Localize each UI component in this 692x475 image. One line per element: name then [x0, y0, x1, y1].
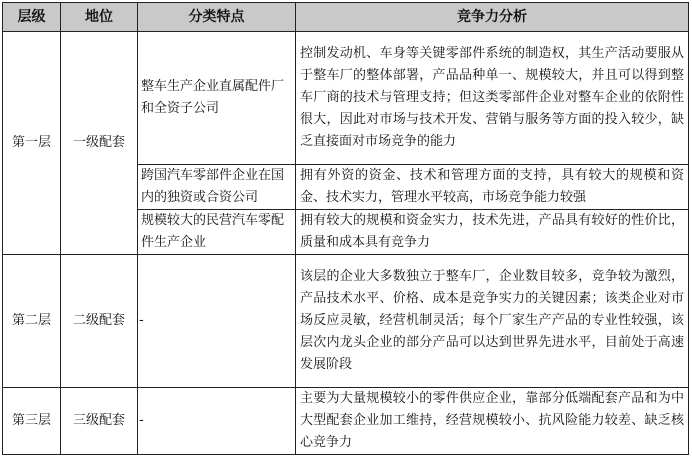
tier2-level: 第二层 [3, 255, 61, 388]
tier1-category-2: 跨国汽车零部件企业在国内的独资或合资公司 [138, 165, 296, 210]
header-level: 层级 [3, 3, 61, 32]
header-row [3, 3, 689, 32]
tier1-level: 第一层 [3, 32, 61, 255]
tier3-category: - [138, 388, 296, 455]
tier1-analysis-2: 拥有外资的资金、技术和管理方面的支持，具有较大的规模和资金、技术实力，管理水平较高，市场竞争能力较强 [296, 165, 689, 210]
tier1-category-3: 规模较大的民营汽车零配件生产企业 [138, 210, 296, 255]
header-category: 分类特点 [138, 3, 296, 32]
table-row [3, 32, 689, 165]
tier3-level: 第三层 [3, 388, 61, 455]
tier3-analysis: 主要为大量规模较小的零件供应企业，靠部分低端配套产品和为中大型配套企业加工维持，经营规模较小、抗风险能力较差、缺乏核心竞争力 [296, 388, 689, 455]
header-analysis: 竞争力分析 [296, 3, 689, 32]
tier1-analysis-3: 拥有较大的规模和资金实力，技术先进，产品具有较好的性价比，质量和成本具有竞争力 [296, 210, 689, 255]
competition-table [2, 2, 689, 455]
tier1-analysis-1: 控制发动机、车身等关键零部件系统的制造权，其生产活动要服从于整车厂的整体部署，产品品种单一、规模较大，并且可以得到整车厂商的技术与管理支持；但这类零部件企业对整车企业的依附性很大，因此对市场与技术开发、营销与服务等方面的投入较少，缺乏直接面对市场竞争的能力 [296, 32, 689, 165]
table-row [3, 255, 689, 388]
tier1-category-1: 整车生产企业直属配件厂和全资子公司 [138, 32, 296, 165]
table-row [3, 388, 689, 455]
tier2-position: 二级配套 [61, 255, 138, 388]
tier2-analysis: 该层的企业大多数独立于整车厂，企业数目较多，竞争较为激烈，产品技术水平、价格、成本是竞争实力的关键因素；该类企业对市场反应灵敏，经营机制灵活；每个厂家生产产品的专业性较强，该层次内龙头企业的部分产品可以达到世界先进水平，目前处于高速发展阶段 [296, 255, 689, 388]
tier1-position: 一级配套 [61, 32, 138, 255]
tier2-category: - [138, 255, 296, 388]
header-position: 地位 [61, 3, 138, 32]
tier3-position: 三级配套 [61, 388, 138, 455]
